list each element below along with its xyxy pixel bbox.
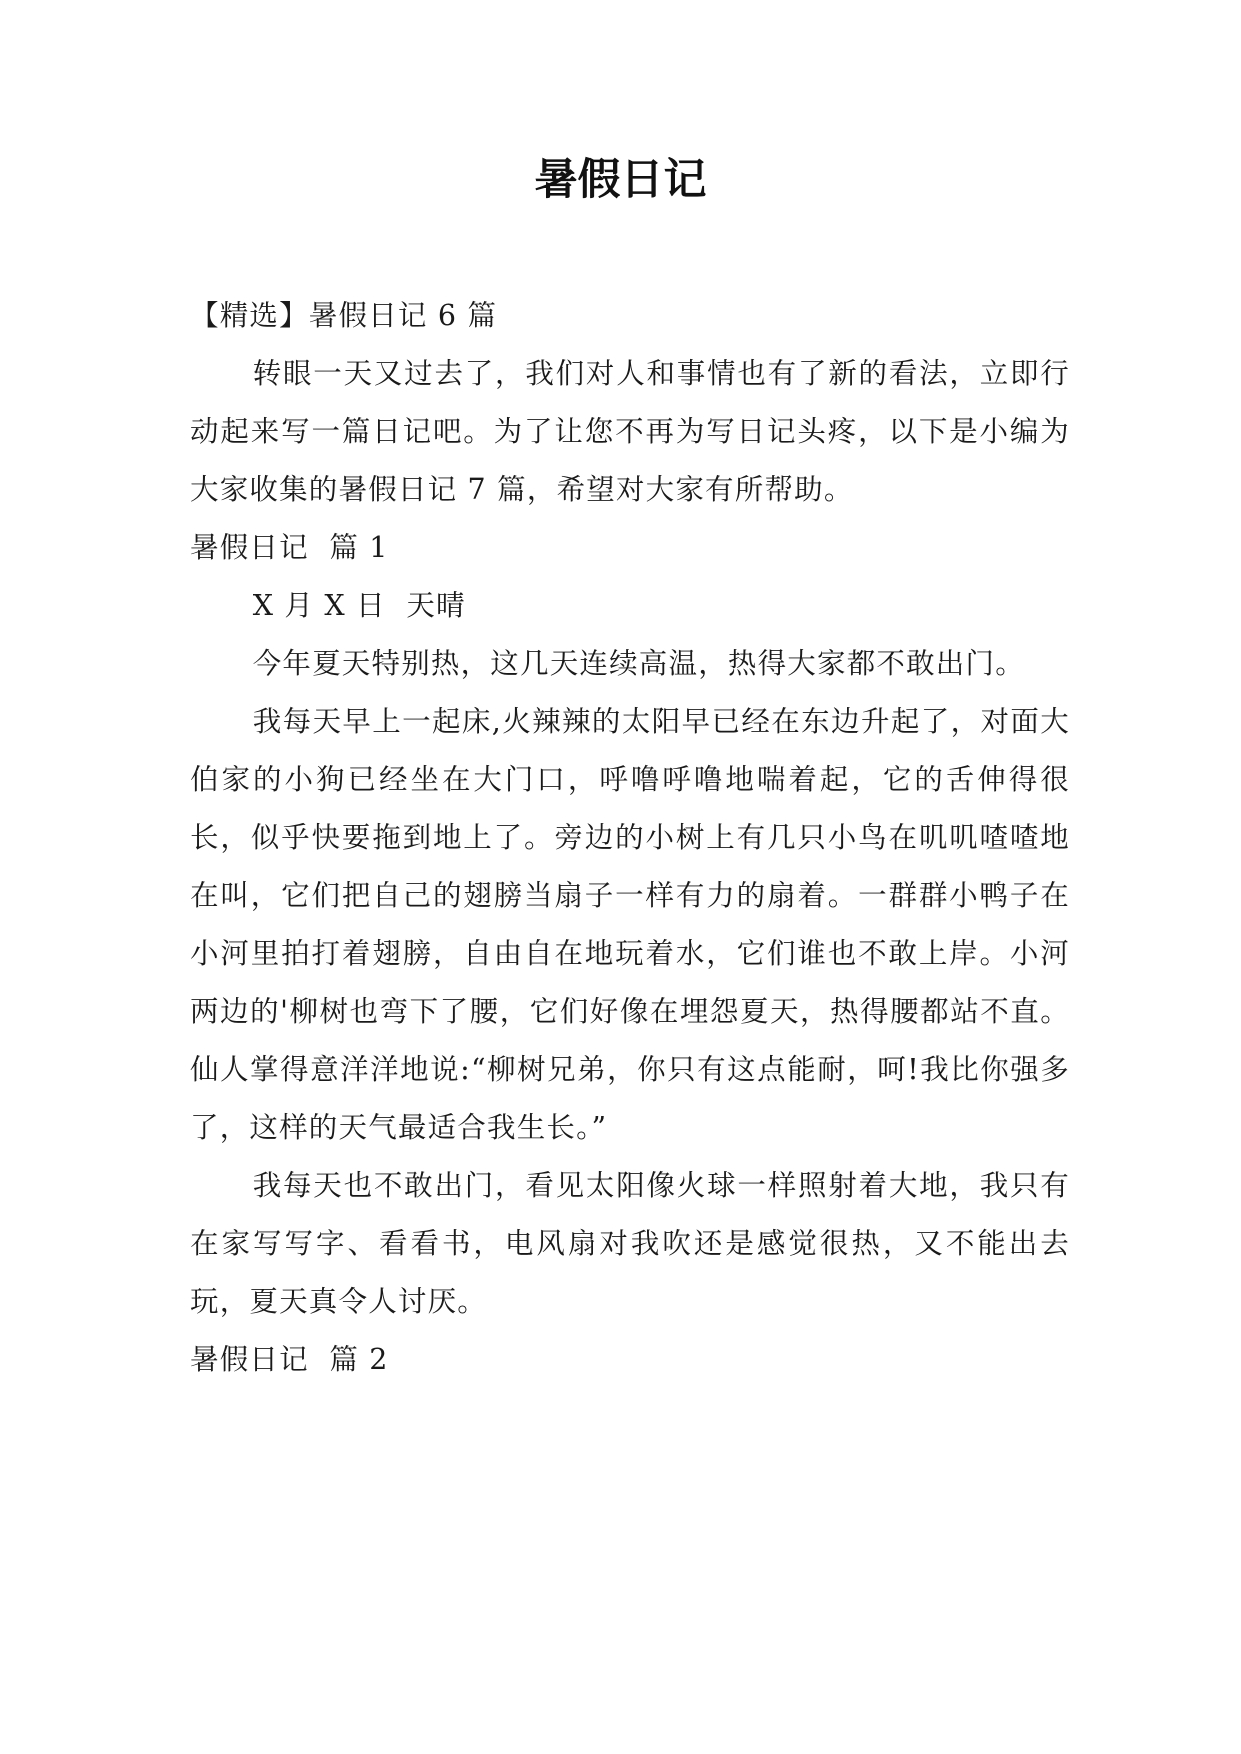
intro-line: 【精选】暑假日记 6 篇 [190, 299, 498, 332]
section-heading-1: 暑假日记 篇 1 [190, 531, 389, 564]
document-title: 暑假日记 [534, 155, 707, 205]
intro-paragraph: 转眼一天又过去了，我们对人和事情也有了新的看法，立即行动起来写一篇日记吧。为了让您不再为写日记头疼，以下是小编为大家收集的暑假日记 7 篇，希望对大家有所帮助。 [190, 357, 1070, 506]
section1-paragraph-1: 今年夏天特别热，这几天连续高温，热得大家都不敢出门。 [252, 647, 1025, 680]
section-heading-2: 暑假日记 篇 2 [190, 1343, 389, 1376]
section1-paragraph-3: 我每天也不敢出门，看见太阳像火球一样照射着大地，我只有在家写写字、看看书，电风扇对我吹还是感觉很热，又不能出去玩，夏天真令人讨厌。 [190, 1169, 1070, 1318]
section1-paragraph-2: 我每天早上一起床,火辣辣的太阳早已经在东边升起了，对面大伯家的小狗已经坐在大门口，呼噜呼噜地喘着起，它的舌伸得很长，似乎快要拖到地上了。旁边的小树上有几只小鸟在叽叽喳喳地在叫，它们把自己的翅膀当扇子一样有力的扇着。一群群小鸭子在小河里拍打着翅膀，自由自在地玩着水，它们谁也不敢上岸。小河两边的'柳树也弯下了腰，它们好像在埋怨夏天，热得腰都站不直。仙人掌得意洋洋地说:“柳树兄弟，你只有这点能耐，呵!我比你强多了，这样的天气最适合我生长。” [190, 705, 1070, 1144]
date-weather-line: X 月 X 日 天晴 [252, 589, 466, 622]
document-body [190, 287, 1070, 1389]
